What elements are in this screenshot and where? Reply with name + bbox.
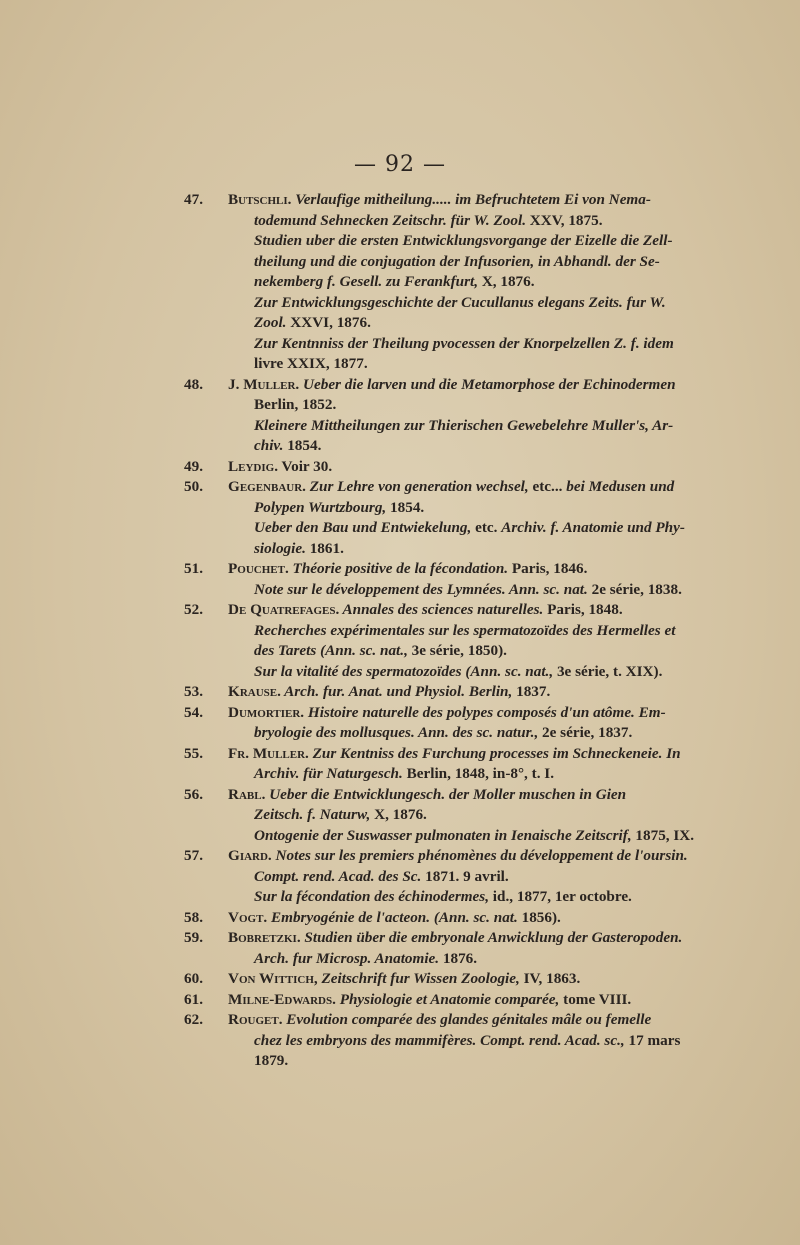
citation-detail: Berlin, 1848, in-8°, t. I. [406, 765, 555, 782]
author-name: De Quatrefages. [228, 601, 340, 618]
citation-detail: 1876. [442, 949, 478, 967]
author-name: Fr. Muller. [228, 744, 309, 762]
title-text: Zeitschrift fur Wissen Zoologie, [317, 970, 524, 987]
title-text: nekemberg f. Gesell. zu Ferankfurt, [254, 273, 482, 290]
entry-line [228, 457, 748, 478]
citation-detail: 1854. [287, 437, 322, 454]
entry-line [228, 928, 748, 949]
bibliography-entry [184, 1010, 748, 1072]
author-name: Von Wittich, [228, 970, 318, 987]
title-text: Studien uber die ersten Entwicklungsvorgange der Eizelle die Zell- [254, 232, 673, 249]
bibliography-list [184, 190, 748, 1072]
citation-detail: Paris, 1846. [511, 560, 588, 577]
title-text: Polypen Wurtzbourg, [254, 498, 391, 516]
entry-line [228, 354, 748, 375]
entry-line [228, 621, 748, 642]
author-name: Rouget. [228, 1011, 283, 1028]
bibliography-entry [184, 190, 748, 375]
author-name: Gegenbaur. [228, 478, 306, 495]
entry-line [228, 908, 748, 929]
title-text: chiv. [254, 437, 288, 454]
entry-line [228, 477, 748, 498]
page-number: — 92 — [354, 152, 446, 177]
entry-line [228, 785, 748, 806]
citation-detail: 1854. [390, 498, 425, 516]
bibliography-entry [184, 990, 748, 1011]
citation-detail: id., 1877, 1er octobre. [492, 888, 632, 905]
citation-detail: 1837. [516, 683, 551, 700]
citation-detail: XXV, 1875. [529, 211, 603, 229]
citation-detail: 1856). [521, 908, 561, 926]
citation-detail: X, 1876. [481, 273, 535, 290]
citation-detail: livre XXIX, 1877. [254, 355, 368, 372]
title-text: Arch. fur Microsp. Anatomie. [254, 949, 443, 967]
title-text: Histoire naturelle des polypes composés d'un atôme. Em- [304, 703, 666, 721]
citation-detail: X, 1876. [374, 806, 427, 823]
title-text: Embryogénie de l'acteon. (Ann. sc. nat. [267, 908, 522, 926]
title-text: Physiologie et Anatomie comparée, [335, 990, 564, 1008]
citation-detail: etc... [532, 478, 563, 495]
author-name: Pouchet. [228, 560, 289, 577]
citation-detail: Berlin, 1852. [254, 396, 337, 413]
title-text: theilung und die conjugation der Infusorien, in Abhandl. der Se- [254, 252, 660, 270]
title-text: Ueber die larven und die Metamorphose der Echinodermen [299, 375, 676, 393]
citation-detail: 3e série, t. XIX). [556, 662, 663, 680]
entry-line [228, 559, 748, 580]
author-name: Milne-Edwards. [228, 990, 336, 1008]
bibliography-entry [184, 908, 748, 929]
bibliography-entry [184, 785, 748, 847]
entry-number: 60. [184, 970, 203, 987]
citation-detail: IV, 1863. [523, 970, 581, 987]
title-text: bryologie des mollusques. Ann. des sc. natur., [254, 724, 543, 741]
author-name: Giard. [228, 847, 272, 864]
entry-line [228, 867, 748, 888]
entry-line [228, 272, 748, 293]
entry-number: 53. [184, 683, 203, 700]
entry-number: 55. [184, 744, 203, 762]
entry-number: 47. [184, 191, 203, 208]
entry-line [228, 662, 748, 683]
entry-line [228, 764, 748, 785]
title-text: Annales des sciences naturelles. [339, 601, 548, 618]
title-text: Ueber den Bau und Entwiekelung, [254, 519, 476, 536]
title-text: Notes sur les premiers phénomènes du développement de l'oursin. [271, 847, 688, 864]
citation-detail: 2e série, 1837. [542, 724, 633, 741]
entry-number: 61. [184, 990, 203, 1008]
bibliography-entry [184, 600, 748, 682]
title-text: Zeitsch. f. Naturw, [254, 806, 375, 823]
bibliography-entry [184, 477, 748, 559]
title-text: Studien über die embryonale Anwicklung der Gasteropoden. [300, 929, 683, 946]
entry-line [228, 416, 748, 437]
title-text: Evolution comparée des glandes génitales mâle ou femelle [282, 1011, 652, 1028]
entry-line [228, 744, 748, 765]
bibliography-entry [184, 703, 748, 744]
entry-line [228, 313, 748, 334]
title-text: todemund Sehnecken Zeitschr. für W. Zool. [254, 211, 530, 229]
entry-line [228, 211, 748, 232]
title-text: Archiv. f. Anatomie und Phy- [501, 519, 685, 536]
entry-line [228, 231, 748, 252]
author-name: J. Muller. [228, 375, 300, 393]
title-text: chez les embryons des mammifères. Compt. rend. Acad. sc., [254, 1031, 629, 1049]
citation-detail: Paris, 1848. [547, 601, 623, 618]
citation-detail: 1861. [309, 539, 344, 557]
title-text: Sur la fécondation des échinodermes, [254, 888, 493, 905]
title-text: Zur Kentnniss der Theilung pvocessen der Knorpelzellen Z. f. idem [254, 334, 674, 352]
entry-number: 62. [184, 1011, 203, 1028]
entry-number: 50. [184, 478, 203, 495]
title-text: Verlaufige mitheilung..... im Befruchtetem Ei von Nema- [291, 191, 651, 208]
entry-line [228, 498, 748, 519]
author-name: Butschli. [228, 191, 292, 208]
entry-line [228, 826, 748, 847]
citation-detail: 2e série, 1838. [591, 580, 682, 598]
title-text: Zool. [254, 314, 291, 331]
title-text: Zur Entwicklungsgeschichte der Cucullanus elegans Zeits. fur W. [254, 293, 666, 311]
entry-number: 54. [184, 703, 203, 721]
entry-line [228, 949, 748, 970]
entry-line [228, 580, 748, 601]
title-text: Ontogenie der Suswasser pulmonaten in Ienaische Zeitscrif, [254, 826, 636, 844]
citation-detail: 1871. 9 avril. [425, 867, 509, 885]
entry-line [228, 723, 748, 744]
entry-line [228, 805, 748, 826]
entry-line [228, 1010, 748, 1031]
citation-detail: XXVI, 1876. [290, 314, 371, 331]
title-text: bei Medusen und [562, 478, 675, 495]
bibliography-entry [184, 969, 748, 990]
title-text: Ueber die Entwicklungesch. der Moller muschen in Gien [265, 785, 627, 803]
entry-number: 56. [184, 785, 203, 803]
title-text: Recherches expérimentales sur les spermatozoïdes des Hermelles et [254, 621, 676, 639]
entry-number: 48. [184, 375, 203, 393]
citation-detail: tome VIII. [563, 990, 632, 1008]
title-text: Note sur le développement des Lymnées. Ann. sc. nat. [254, 580, 592, 598]
title-text: des Tarets (Ann. sc. nat., [254, 642, 412, 659]
title-text: Archiv. für Naturgesch. [254, 765, 407, 782]
entry-line [228, 887, 748, 908]
entry-line [228, 600, 748, 621]
citation-detail: etc. [475, 519, 502, 536]
bibliography-entry [184, 682, 748, 703]
entry-number: 59. [184, 929, 203, 946]
entry-line [228, 846, 748, 867]
bibliography-entry [184, 457, 748, 478]
entry-line [228, 703, 748, 724]
entry-line [228, 436, 748, 457]
entry-line [228, 682, 748, 703]
author-name: Dumortier. [228, 703, 305, 721]
bibliography-entry [184, 559, 748, 600]
title-text: Kleinere Mittheilungen zur Thierischen Gewebelehre Muller's, Ar- [254, 416, 674, 434]
author-name: Leydig. [228, 457, 278, 475]
entry-number: 57. [184, 847, 203, 864]
title-text: Compt. rend. Acad. des Sc. [254, 867, 426, 885]
entry-line [228, 395, 748, 416]
entry-number: 51. [184, 560, 203, 577]
title-text: Zur Kentniss des Furchung processes im Schneckeneie. In [308, 744, 681, 762]
citation-detail: 17 mars [628, 1031, 681, 1049]
entry-number: 58. [184, 908, 203, 926]
title-text: siologie. [254, 539, 310, 557]
entry-line [228, 252, 748, 273]
bibliography-entry [184, 928, 748, 969]
author-name: Krause. [228, 683, 281, 700]
author-name: Bobretzki. [228, 929, 301, 946]
citation-detail: 3e série, 1850). [411, 642, 507, 659]
title-text: Zur Lehre von generation wechsel, [305, 478, 533, 495]
entry-line [228, 1031, 748, 1052]
entry-line [228, 334, 748, 355]
title-text: Sur la vitalité des spermatozoïdes (Ann. sc. nat., [254, 662, 557, 680]
title-text: Arch. fur. Anat. und Physiol. Berlin, [280, 683, 517, 700]
citation-detail: Voir 30. [278, 457, 333, 475]
author-name: Rabl. [228, 785, 266, 803]
bibliography-entry [184, 846, 748, 908]
citation-detail: 1879. [254, 1052, 289, 1069]
bibliography-entry [184, 744, 748, 785]
entry-line [228, 375, 748, 396]
entry-line [228, 990, 748, 1011]
title-text: Théorie positive de la fécondation. [288, 560, 512, 577]
entry-line [228, 641, 748, 662]
entry-line [228, 190, 748, 211]
entry-line [228, 518, 748, 539]
entry-number: 49. [184, 457, 203, 475]
author-name: Vogt. [228, 908, 268, 926]
entry-line [228, 1051, 748, 1072]
entry-line [228, 293, 748, 314]
bibliography-entry [184, 375, 748, 457]
entry-line [228, 539, 748, 560]
entry-number: 52. [184, 601, 203, 618]
citation-detail: 1875, IX. [635, 826, 695, 844]
entry-line [228, 969, 748, 990]
